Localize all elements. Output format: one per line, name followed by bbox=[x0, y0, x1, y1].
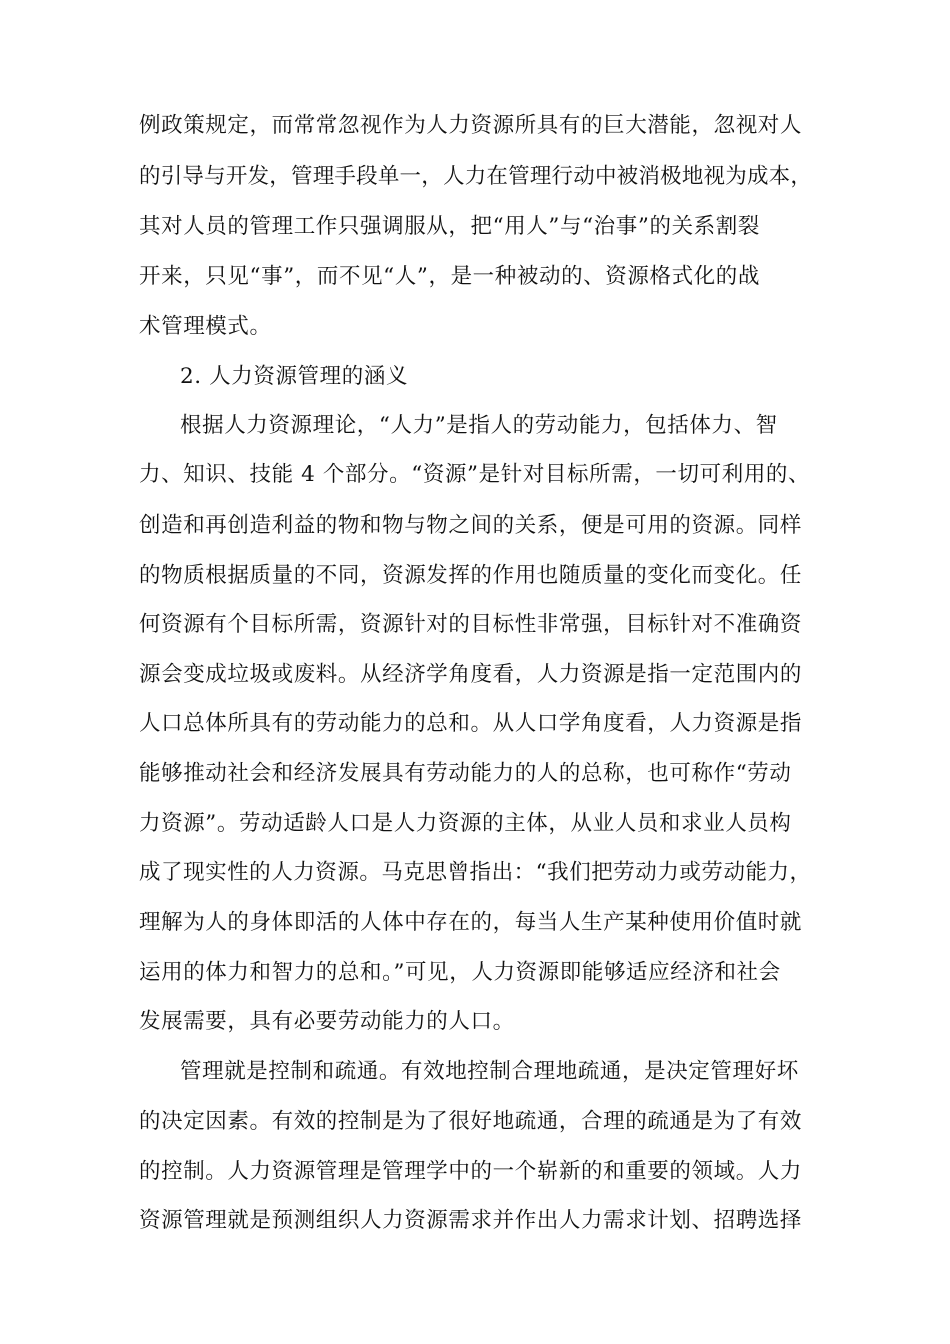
paragraph-1-line: 的引导与开发，管理手段单一，人力在管理行动中被消极地视为成本， bbox=[139, 164, 813, 189]
paragraph-2-line: 人口总体所具有的劳动能力的总和。从人口学角度看，人力资源是指 bbox=[139, 711, 803, 736]
paragraph-1-line: 开来，只见“事”，而不见“人”，是一种被动的、资源格式化的战 bbox=[139, 264, 760, 289]
paragraph-2-line: 源会变成垃圾或废料。从经济学角度看，人力资源是指一定范围内的 bbox=[139, 662, 803, 687]
paragraph-2-line: 力、知识、技能 4 个部分。“资源”是针对目标所需，一切可利用的、 bbox=[139, 462, 811, 487]
paragraph-3-line: 的控制。人力资源管理是管理学中的一个崭新的和重要的领域。人力 bbox=[139, 1159, 803, 1184]
paragraph-3-line: 的决定因素。有效的控制是为了很好地疏通，合理的疏通是为了有效 bbox=[139, 1109, 803, 1134]
section-heading: 2. 人力资源管理的涵义 bbox=[180, 364, 409, 389]
paragraph-2-line: 理解为人的身体即活的人体中存在的，每当人生产某种使用价值时就 bbox=[139, 910, 803, 935]
paragraph-1-line: 术管理模式。 bbox=[139, 314, 272, 339]
paragraph-2-line: 的物质根据质量的不同，资源发挥的作用也随质量的变化而变化。任 bbox=[139, 563, 803, 588]
paragraph-2-line: 发展需要，具有必要劳动能力的人口。 bbox=[139, 1009, 515, 1034]
paragraph-1-line: 其对人员的管理工作只强调服从，把“用人”与“治事”的关系割裂 bbox=[139, 214, 760, 239]
paragraph-2-line: 成了现实性的人力资源。马克思曾指出：“我们把劳动力或劳动能力， bbox=[139, 860, 812, 885]
paragraph-2-line: 创造和再创造利益的物和物与物之间的关系，便是可用的资源。同样 bbox=[139, 513, 803, 538]
paragraph-3-line: 资源管理就是预测组织人力资源需求并作出人力需求计划、招聘选择 bbox=[139, 1208, 803, 1233]
paragraph-2-line: 力资源”。劳动适龄人口是人力资源的主体，从业人员和求业人员构 bbox=[139, 811, 792, 836]
paragraph-2-line: 运用的体力和智力的总和。”可见，人力资源即能够适应经济和社会 bbox=[139, 960, 781, 985]
paragraph-2-line: 何资源有个目标所需，资源针对的目标性非常强，目标针对不准确资 bbox=[139, 612, 803, 637]
paragraph-3-line: 管理就是控制和疏通。有效地控制合理地疏通，是决定管理好坏 bbox=[180, 1059, 799, 1084]
paragraph-2-line: 根据人力资源理论，“人力”是指人的劳动能力，包括体力、智 bbox=[180, 413, 778, 438]
paragraph-1-line: 例政策规定，而常常忽视作为人力资源所具有的巨大潜能，忽视对人 bbox=[139, 113, 803, 138]
paragraph-2-line: 能够推动社会和经济发展具有劳动能力的人的总称，也可称作“劳动 bbox=[139, 761, 792, 786]
